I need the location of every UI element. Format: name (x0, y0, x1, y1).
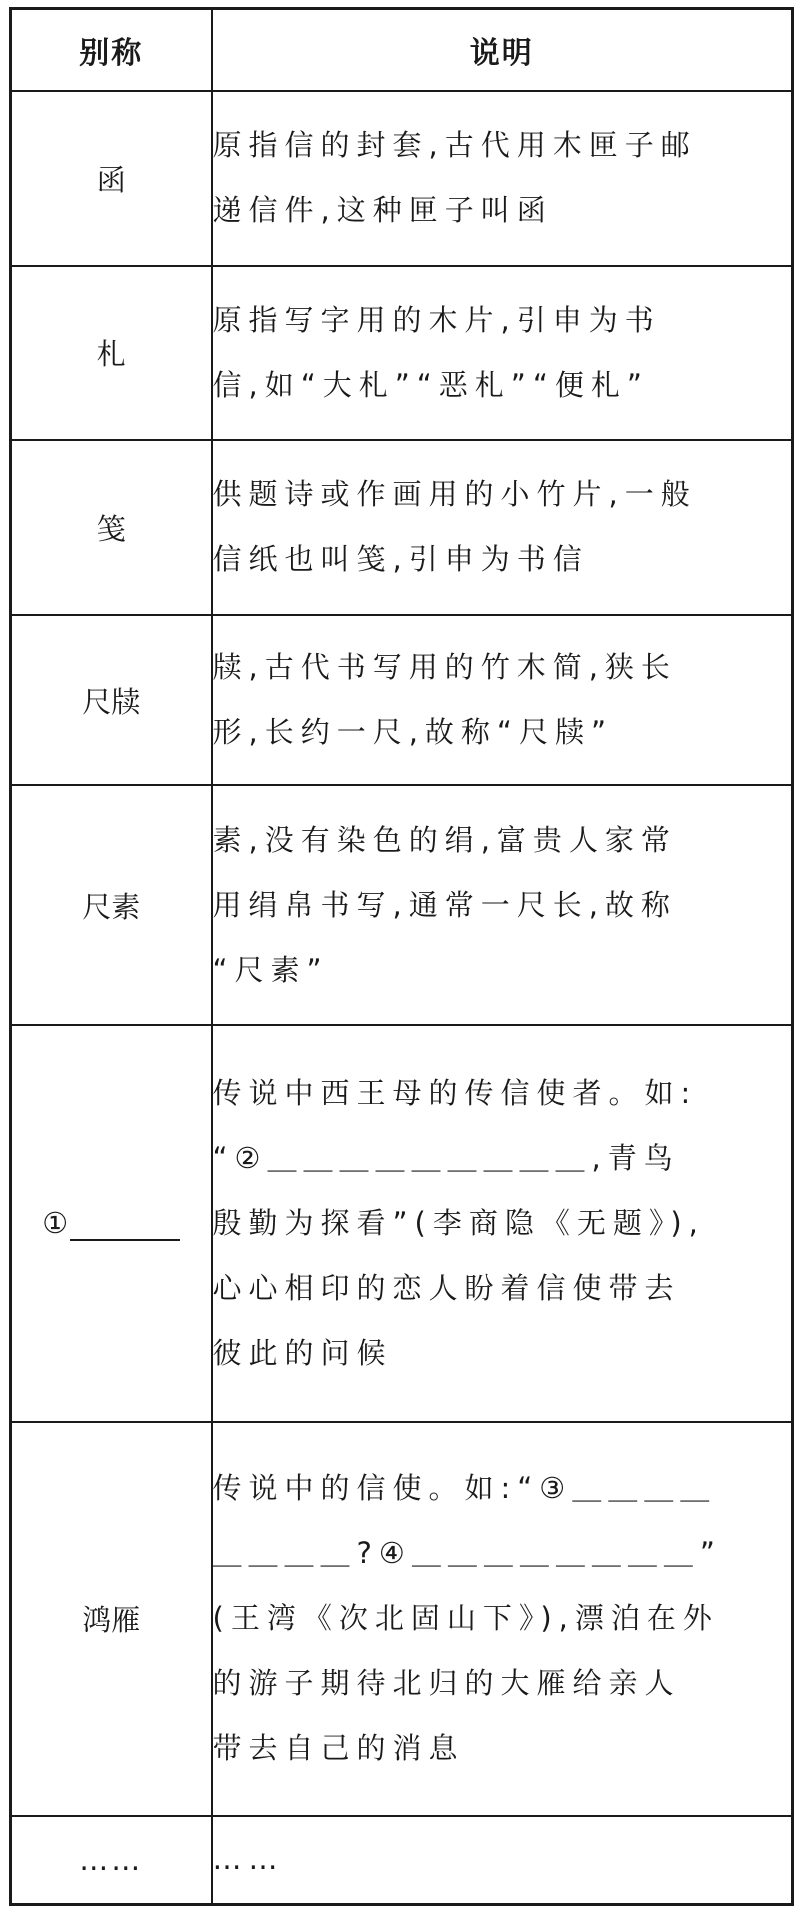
alias-name: 笺 (11, 440, 212, 615)
alias-description: …… (212, 1816, 793, 1905)
table-row (11, 440, 793, 615)
table-row (11, 1816, 793, 1905)
fill-in-blank (70, 1209, 180, 1241)
table-header-row (11, 9, 793, 92)
table-row (11, 615, 793, 786)
alias-description: 传说中的信使。如:“③＿＿＿＿ ＿＿＿＿?④＿＿＿＿＿＿＿＿” (王湾《次北固山下》),漂泊在外 的游子期待北归的大雁给亲人 带去自己的消息 (212, 1422, 793, 1816)
alias-description: 原指写字用的木片,引申为书 信,如“大札”“恶札”“便札” (212, 266, 793, 441)
table-row (11, 1422, 793, 1816)
alias-name: …… (11, 1816, 212, 1905)
alias-table (9, 7, 794, 1906)
alias-name: 函 (11, 91, 212, 266)
header-description: 说明 (212, 9, 793, 92)
table-row (11, 785, 793, 1025)
alias-name: 札 (11, 266, 212, 441)
blank-number: ① (42, 1206, 69, 1241)
alias-name: 尺素 (11, 785, 212, 1025)
table-row (11, 1025, 793, 1422)
alias-description: 原指信的封套,古代用木匣子邮 递信件,这种匣子叫函 (212, 91, 793, 266)
alias-name: 尺牍 (11, 615, 212, 786)
table-row (11, 266, 793, 441)
alias-description: 供题诗或作画用的小竹片,一般 信纸也叫笺,引申为书信 (212, 440, 793, 615)
alias-name-blank (11, 1025, 212, 1422)
alias-name: 鸿雁 (11, 1422, 212, 1816)
table-row (11, 91, 793, 266)
alias-description: 传说中西王母的传信使者。如: “②＿＿＿＿＿＿＿＿＿,青鸟 殷勤为探看”(李商隐《无题》), 心心相印的恋人盼着信使带去 彼此的问候 (212, 1025, 793, 1422)
alias-description: 素,没有染色的绢,富贵人家常 用绢帛书写,通常一尺长,故称 “尺素” (212, 785, 793, 1025)
header-name: 别称 (11, 9, 212, 92)
alias-description: 牍,古代书写用的竹木简,狭长 形,长约一尺,故称“尺牍” (212, 615, 793, 786)
